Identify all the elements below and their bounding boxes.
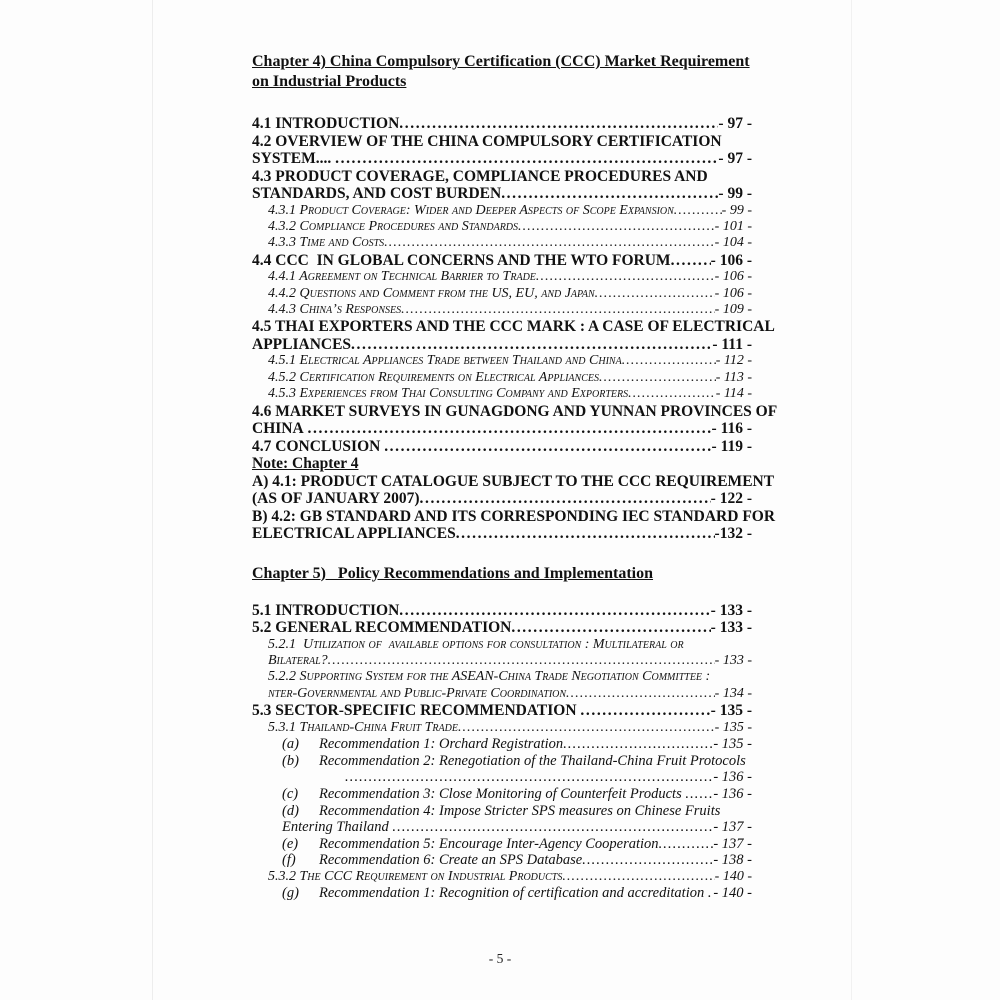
- page-number: - 122 -: [710, 490, 752, 508]
- page-number: -132 -: [714, 525, 752, 543]
- toc-line: [252, 219, 752, 235]
- toc-line: [252, 386, 752, 402]
- list-marker: (a): [282, 736, 299, 753]
- toc-entry-text: 4.5 THAI EXPORTERS AND THE CCC MARK : A CASE OF ELECTRICAL: [252, 318, 775, 336]
- list-marker: (c): [282, 785, 299, 802]
- page-number: - 133 -: [714, 653, 752, 669]
- chapter-4-heading: [252, 52, 752, 92]
- toc-entry-text: nter-Governmental and Public-Private Coordination: [268, 685, 567, 701]
- toc-entry-text: Recommendation 6: Create an SPS Database: [319, 852, 583, 869]
- toc-entry-text: ELECTRICAL APPLIANCES: [252, 525, 456, 543]
- toc-line: [252, 72, 752, 92]
- dot-leader: [511, 619, 710, 637]
- page-number: - 140 -: [714, 868, 752, 884]
- toc-line: [252, 133, 752, 151]
- toc-line: [252, 753, 752, 770]
- toc-line: [252, 353, 752, 369]
- dot-leader: [328, 653, 715, 669]
- toc-line: [252, 438, 752, 456]
- toc-line: [252, 786, 752, 803]
- toc-line: [252, 168, 752, 186]
- toc-entry-text: 4.7 CONCLUSION: [252, 437, 385, 455]
- dot-leader: [518, 219, 715, 235]
- page-number: - 137 -: [713, 819, 752, 836]
- dot-leader: [345, 769, 713, 786]
- list-marker: (g): [282, 885, 299, 902]
- toc-entry-text: Note: Chapter 4: [252, 455, 359, 473]
- toc-entry-text: 4.3 PRODUCT COVERAGE, COMPLIANCE PROCEDURES AND: [252, 167, 708, 185]
- toc-entry-text: Recommendation 1: Recognition of certification and accreditation: [319, 885, 708, 902]
- toc-entry-text: 4.4.1 Agreement on Technical Barrier to Trade: [268, 269, 536, 285]
- dot-leader: [536, 269, 715, 285]
- toc-line: [252, 185, 752, 203]
- scan-page-edge-right: [851, 0, 852, 1000]
- toc-line: [252, 869, 752, 885]
- page-number: - 112 -: [715, 353, 752, 369]
- page-number: - 109 -: [714, 302, 752, 318]
- dot-leader: [562, 869, 714, 885]
- toc-line: [252, 686, 752, 702]
- dot-leader: [501, 185, 718, 203]
- toc-entry-text: 5.3.1 Thailand-China Fruit Trade: [268, 719, 458, 735]
- dot-leader: [384, 235, 714, 251]
- toc-line: [252, 318, 775, 336]
- chapter-4-entries: [252, 115, 778, 543]
- dot-leader: [582, 852, 713, 869]
- page-number: - 135 -: [713, 736, 752, 753]
- toc-entry-text: 4.5.1 Electrical Appliances Trade between Thailand and China: [268, 353, 622, 369]
- toc-entry-text: Recommendation 4: Impose Stricter SPS measures on Chinese Fruits: [319, 802, 721, 819]
- toc-line: [252, 619, 752, 637]
- toc-entry-text: Entering Thailand: [282, 819, 393, 836]
- toc-entry-text: 4.2 OVERVIEW OF THE CHINA COMPULSORY CERTIFICATION: [252, 132, 722, 150]
- page-number: - 111 -: [712, 335, 752, 353]
- dot-leader: [622, 353, 716, 369]
- toc-entry-text: 5.2 GENERAL RECOMMENDATION: [252, 619, 512, 637]
- toc-entry-text: 4.4.2 Questions and Comment from the US, EU, and Japan: [268, 285, 595, 301]
- page-number: - 135 -: [710, 702, 752, 720]
- dot-leader: [685, 786, 713, 803]
- toc-line: [252, 653, 752, 669]
- toc-line: [252, 420, 752, 438]
- toc-line: [252, 490, 752, 508]
- toc-line: [252, 115, 752, 133]
- dot-leader: [335, 150, 718, 168]
- toc-entry-text: A) 4.1: PRODUCT CATALOGUE SUBJECT TO THE CCC REQUIREMENT: [252, 472, 775, 490]
- page-number: - 116 -: [711, 420, 752, 438]
- toc-entry-text: 5.3 SECTOR-SPECIFIC RECOMMENDATION: [252, 702, 581, 720]
- table-of-contents: [252, 52, 778, 902]
- toc-entry-text: 4.3.1 Product Coverage: Wider and Deeper Aspects of Scope Expansion: [268, 202, 674, 218]
- toc-line: [252, 203, 752, 219]
- chapter-5-entries: [252, 602, 752, 902]
- toc-entry-text: 4.6 MARKET SURVEYS IN GUNAGDONG AND YUNNAN PROVINCES OF: [252, 402, 778, 420]
- page-number: - 119 -: [711, 437, 752, 455]
- page-number: - 97 -: [718, 150, 752, 167]
- dot-leader: [566, 686, 715, 702]
- toc-line: [252, 472, 775, 491]
- list-marker: (e): [282, 835, 299, 852]
- dot-leader: [580, 702, 710, 720]
- toc-line: [252, 507, 776, 526]
- toc-entry-text: SYSTEM....: [252, 150, 336, 167]
- page-number: - 104 -: [714, 235, 752, 251]
- toc-entry-text: 4.1 INTRODUCTION: [252, 115, 400, 132]
- toc-entry-text: Recommendation 2: Renegotiation of the Thailand-China Fruit Protocols: [319, 752, 746, 769]
- page-number: - 106 -: [714, 285, 752, 301]
- dot-leader: [563, 736, 713, 753]
- list-marker: (f): [282, 852, 296, 869]
- toc-entry-text: Recommendation 5: Encourage Inter-Agency Cooperation: [319, 835, 659, 852]
- toc-line: [252, 336, 752, 354]
- toc-line: [252, 836, 752, 853]
- toc-line: [252, 769, 752, 786]
- dot-leader: [659, 836, 714, 853]
- toc-entry-text: STANDARDS, AND COST BURDEN: [252, 185, 502, 202]
- toc-line: [252, 525, 752, 543]
- toc-line: [252, 819, 752, 836]
- dot-leader: [392, 819, 713, 836]
- toc-entry-text: CHINA: [252, 420, 308, 438]
- page-number: - 106 -: [710, 251, 752, 269]
- toc-line: [252, 370, 752, 386]
- toc-line: [252, 564, 752, 584]
- toc-line: [252, 736, 752, 753]
- page-number: - 138 -: [713, 852, 752, 869]
- toc-entry-text: 5.2.1 Utilization of available options for consultation : Multilateral or: [268, 636, 684, 652]
- toc-line: [252, 286, 752, 302]
- page-number: - 99 -: [718, 185, 752, 202]
- toc-line: [252, 669, 752, 685]
- toc-line: [252, 302, 752, 318]
- list-marker: (d): [282, 802, 299, 819]
- toc-entry-text: 4.3.3 Time and Costs: [268, 235, 385, 251]
- dot-leader: [458, 720, 715, 736]
- toc-line: [252, 803, 752, 820]
- page-number: - 133 -: [710, 601, 752, 619]
- dot-leader: [599, 370, 716, 386]
- list-marker: (b): [282, 752, 299, 769]
- dot-leader: [351, 336, 712, 354]
- toc-entry-text: 5.3.2 The CCC Requirement on Industrial Products: [268, 868, 563, 884]
- toc-entry-text: 4.4 CCC IN GLOBAL CONCERNS AND THE WTO FORUM: [252, 251, 671, 269]
- page-number: - 136 -: [713, 769, 752, 786]
- dot-leader: [420, 490, 711, 508]
- dot-leader: [308, 420, 712, 438]
- dot-leader: [384, 438, 711, 456]
- toc-line: [252, 720, 752, 736]
- page-number: - 133 -: [710, 619, 752, 637]
- page-number: - 135 -: [714, 719, 752, 735]
- page-number: - 113 -: [715, 369, 752, 385]
- page-number: - 99 -: [721, 202, 752, 218]
- page-number: - 134 -: [714, 685, 752, 701]
- page-number: - 106 -: [714, 269, 752, 285]
- page-number: - 140 -: [713, 885, 752, 902]
- page-number: - 136 -: [713, 785, 752, 802]
- dot-leader: [456, 525, 715, 543]
- toc-entry-text: (AS OF JANUARY 2007): [252, 490, 420, 508]
- toc-line: [252, 602, 752, 620]
- page-number-footer: - 5 -: [488, 951, 512, 966]
- toc-entry-text: Recommendation 3: Close Monitoring of Counterfeit Products: [319, 785, 686, 802]
- toc-line: [252, 637, 752, 653]
- toc-entry-text: 4.3.2 Compliance Procedures and Standards: [268, 218, 519, 234]
- toc-entry-text: Bilateral?: [268, 653, 328, 669]
- dot-leader: [399, 602, 710, 620]
- page-number: - 137 -: [713, 835, 752, 852]
- dot-leader: [671, 252, 711, 270]
- dot-leader: [595, 286, 715, 302]
- page-number: - 114 -: [715, 386, 752, 402]
- dot-leader: [628, 386, 716, 402]
- chapter-5-heading: [252, 564, 752, 584]
- toc-line: [252, 702, 752, 720]
- scan-page-edge-left: [152, 0, 153, 1000]
- page-number: - 97 -: [718, 115, 752, 132]
- toc-line: [252, 455, 752, 473]
- toc-entry-text: on Industrial Products: [252, 73, 407, 90]
- toc-entry-text: 4.5.3 Experiences from Thai Consulting Company and Exporters: [268, 386, 629, 402]
- dot-leader: [399, 115, 718, 133]
- toc-entry-text: Recommendation 1: Orchard Registration: [319, 736, 564, 753]
- toc-entry-text: Chapter 4) China Compulsory Certification (CCC) Market Requirement: [252, 53, 750, 70]
- toc-entry-text: B) 4.2: GB STANDARD AND ITS CORRESPONDING IEC STANDARD FOR: [252, 507, 776, 525]
- toc-line: [252, 150, 752, 168]
- toc-line: [252, 885, 752, 902]
- toc-entry-text: 5.2.2 Supporting System for the ASEAN-China Trade Negotiation Committee :: [268, 669, 711, 685]
- toc-entry-text: APPLIANCES: [252, 335, 352, 353]
- dot-leader: [674, 203, 722, 219]
- dot-leader: [401, 302, 715, 318]
- toc-entry-text: Chapter 5) Policy Recommendations and Implementation: [252, 564, 654, 582]
- page-number: - 101 -: [714, 218, 752, 234]
- toc-line: [252, 252, 752, 270]
- toc-entry-text: 4.4.3 China’s Responses: [268, 302, 402, 318]
- toc-line: [252, 402, 778, 421]
- toc-line: [252, 235, 752, 251]
- toc-entry-text: 5.1 INTRODUCTION: [252, 601, 400, 619]
- toc-line: [252, 852, 752, 869]
- toc-line: [252, 269, 752, 285]
- toc-line: [252, 52, 752, 72]
- toc-entry-text: 4.5.2 Certification Requirements on Electrical Appliances: [268, 369, 599, 385]
